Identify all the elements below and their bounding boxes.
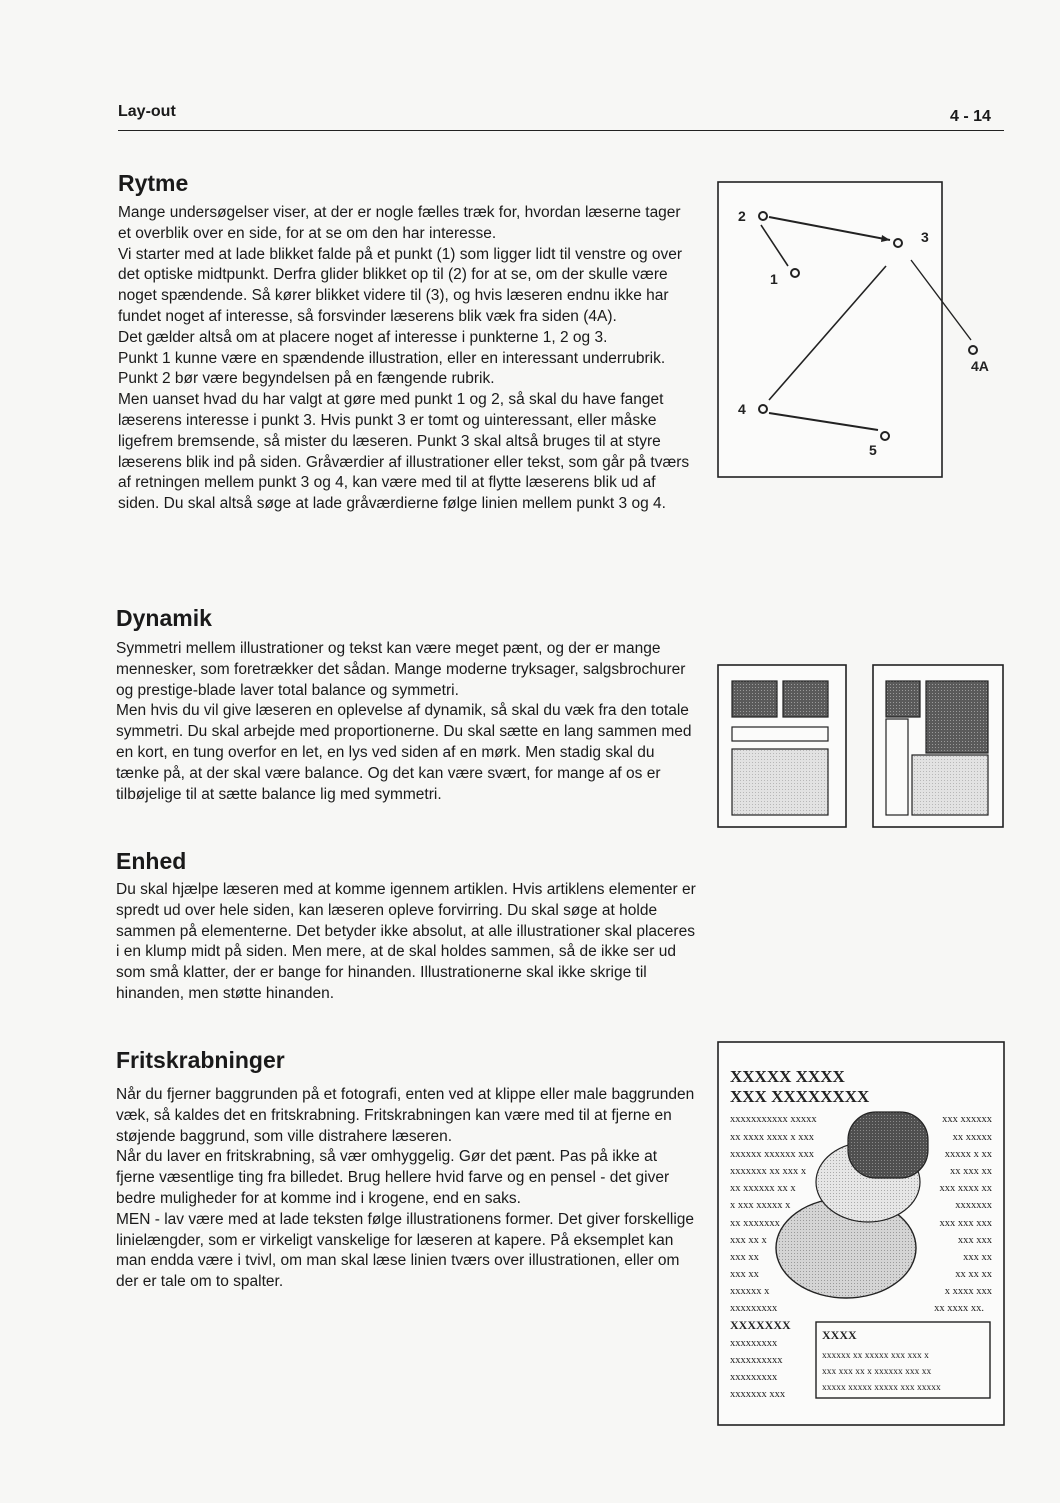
svg-text:xxxxxxxxxx: xxxxxxxxxx xyxy=(730,1355,783,1366)
paragraph: Men hvis du vil give læseren en oplevelse af dynamik, så skal du væk fra den totale symmetri. Du skal arbejde med proportionerne. Du skal sætte en lang sammen med en kort, en tung overfor en let, en lys ved siden af en mørk. Men stadig skal du tænke på, at der skal være balance. Og det kan være svært, for mange af os er tilbøjelige til at sætte balance lig med symmetri. xyxy=(116,702,692,803)
section-body xyxy=(116,880,696,1005)
paragraph: Symmetri mellem illustrationer og tekst kan være meget pænt, og der er mange mennesker, som foretrækker det sådan. Mange moderne tryksager, salgsbrochurer og prestige-blade laver total balance og symmetri. xyxy=(116,640,686,699)
svg-text:xxxxxx x: xxxxxx x xyxy=(730,1286,770,1297)
svg-text:xxxxxxx: xxxxxxx xyxy=(955,1200,992,1211)
headline: XXX XXXXXXXX xyxy=(730,1087,870,1106)
point-label: 2 xyxy=(738,208,746,224)
point-label: 4 xyxy=(738,401,746,417)
svg-text:xxxxxxxxxxx xxxxx: xxxxxxxxxxx xxxxx xyxy=(730,1114,817,1125)
svg-text:xxx xx: xxx xx xyxy=(730,1269,759,1280)
paragraph: MEN - lav være med at lade teksten følge illustrationens former. Det giver forskellige linielængder, som er virkeligt vanskelige for læseren at kapere. På eksemplet kan man endda være i tvivl, om man skal læse linien tværs over illustrationen, eller om der er tale om to spalter. xyxy=(116,1210,695,1291)
section-title: Lay-out xyxy=(118,103,176,120)
svg-text:xxx xxxx xx: xxx xxxx xx xyxy=(939,1183,992,1194)
paragraph: Når du fjerner baggrunden på et fotografi, enten ved at klippe eller male baggrunden væk, så kaldes det en fritskrabning. Fritskrabningen kan være med til at fjerne en støjende baggrund, som ville distrahere læseren. xyxy=(116,1086,695,1145)
section-heading: Dynamik xyxy=(116,605,212,631)
point-label: 5 xyxy=(869,442,877,458)
svg-text:XXXXXXX: XXXXXXX xyxy=(730,1318,791,1332)
svg-text:xx xxx xx: xx xxx xx xyxy=(950,1166,992,1177)
svg-text:xxx xxx xx x xxxxxx xxx xx: xxx xxx xx x xxxxxx xxx xx xyxy=(822,1367,932,1377)
section-body xyxy=(116,1085,696,1293)
paragraph: Punkt 2 bør være begyndelsen på en fængende rubrik. xyxy=(118,370,495,388)
paragraph: Det gælder altså om at placere noget af interesse i punkterne 1, 2 og 3. xyxy=(118,328,608,346)
svg-text:xxxxxxx xxx: xxxxxxx xxx xyxy=(730,1389,786,1400)
cutout-head xyxy=(848,1112,928,1178)
section-heading: Fritskrabninger xyxy=(116,1047,285,1073)
page-number: 4 - 14 xyxy=(950,108,991,125)
section-body xyxy=(116,639,696,805)
point-label: 1 xyxy=(770,271,778,287)
paragraph: Punkt 1 kunne være en spændende illustration, eller en interessant underrubrik. xyxy=(118,349,666,367)
svg-text:xxx xx: xxx xx xyxy=(730,1252,759,1263)
svg-text:xxx xx x: xxx xx x xyxy=(730,1235,767,1246)
paragraph: Når du laver en fritskrabning, så vær omhyggelig. Gør det pænt. Pas på ikke at fjerne væsentlige ting fra billedet. Brug hellere hvid farve og en pensel - det giver bedre muligheder for at komme ind i krogene, end en saks. xyxy=(116,1148,670,1207)
point-label: 4A xyxy=(971,358,989,374)
section-heading: Enhed xyxy=(116,848,187,874)
svg-text:xxxxxx xx xxxxx xxx xxx x: xxxxxx xx xxxxx xxx xxx x xyxy=(822,1351,929,1361)
svg-text:x xxxx xxx: x xxxx xxx xyxy=(944,1286,992,1297)
symmetric-layout xyxy=(718,665,846,827)
paragraph: Du skal hjælpe læseren med at komme igennem artiklen. Hvis artiklens elementer er spredt ud over hele siden, kan læseren opleve forvirring. Du skal søge at holde sammen på elementerne. Det betyder ikke absolut, at alle illustrationer skal placeres i en klump midt på siden. Men mere, at de skal holdes sammen, så de ikke ser ud som små klatter, der er bange for hinanden. Illustrationerne skal ikke skrige til hinanden, men støtte hinanden. xyxy=(116,881,696,1002)
paragraph: Mange undersøgelser viser, at der er nogle fælles træk for, hvordan læserne tager et overblik over en side, for at se om den har interesse. xyxy=(118,204,681,242)
section-heading: Rytme xyxy=(118,170,189,196)
svg-text:xxx xxx xxx: xxx xxx xxx xyxy=(939,1218,992,1229)
svg-text:xxx xx: xxx xx xyxy=(963,1252,992,1263)
dynamic-layout xyxy=(873,665,1003,827)
svg-text:xxx xxxxxx: xxx xxxxxx xyxy=(942,1114,992,1125)
svg-text:xxxxxxxxx: xxxxxxxxx xyxy=(730,1338,778,1349)
svg-text:xxxxxxxxx: xxxxxxxxx xyxy=(730,1372,778,1383)
cutout-example xyxy=(716,1040,1008,1430)
svg-text:xx xxxx xxxx x xxx: xx xxxx xxxx x xxx xyxy=(730,1132,814,1143)
header-rule xyxy=(118,130,1004,131)
svg-text:XXXX: XXXX xyxy=(822,1328,857,1342)
headline: XXXXX XXXX xyxy=(730,1067,845,1086)
svg-text:xx xxxx xx.: xx xxxx xx. xyxy=(934,1303,984,1314)
svg-text:xx xxxxxxx: xx xxxxxxx xyxy=(730,1218,780,1229)
layout-comparison xyxy=(716,663,1008,831)
paragraph: Vi starter med at lade blikket falde på et punkt (1) som ligger lidt til venstre og over det optiske midtpunkt. Derfra glider blikket op til (2) for at se, om der skulle være noget spændende. Så kører blikket videre til (3), og hvis læseren endnu ikke har fundet noget af interesse, så forsvinder læserens blik væk fra siden (4A). xyxy=(118,245,683,325)
paragraph: Men uanset hvad du har valgt at gøre med punkt 1 og 2, så skal du have fanget læserens interesse i punkt 3. Hvis punkt 3 er tomt og uinteressant, eller måske ligefrem bremsende, så mister du læseren. Punkt 3 skal altså bruges til at styre læserens blik ind på siden. Gråværdier af illustrationer eller tekst, som går på tværs af retningen mellem punkt 3 og 4, kan være med til at flytte læserens blik ud af siden. Du skal altså søge at lade gråværdierne følge linien mellem punkt 3 og 4. xyxy=(118,391,690,513)
svg-text:x xxx xxxxx x: x xxx xxxxx x xyxy=(730,1200,791,1211)
svg-text:xxxxxxxxx: xxxxxxxxx xyxy=(730,1303,778,1314)
svg-text:xxx xxx: xxx xxx xyxy=(957,1235,992,1246)
svg-text:xxxxxxx xx xxx x: xxxxxxx xx xxx x xyxy=(730,1166,807,1177)
svg-text:xx xxxxx: xx xxxxx xyxy=(952,1132,992,1143)
point-label: 3 xyxy=(921,229,929,245)
svg-text:xxxxxx xxxxxx xxx: xxxxxx xxxxxx xxx xyxy=(730,1149,814,1160)
svg-text:xxxxx x xx: xxxxx x xx xyxy=(944,1149,992,1160)
rhythm-diagram xyxy=(716,180,1006,480)
svg-text:xx xx xx: xx xx xx xyxy=(955,1269,992,1280)
svg-text:xx xxxxxx xx x: xx xxxxxx xx x xyxy=(730,1183,796,1194)
svg-text:xxxxx xxxxx xxxxx xxx xxxxx: xxxxx xxxxx xxxxx xxx xxxxx xyxy=(822,1383,941,1393)
section-body xyxy=(118,203,696,515)
